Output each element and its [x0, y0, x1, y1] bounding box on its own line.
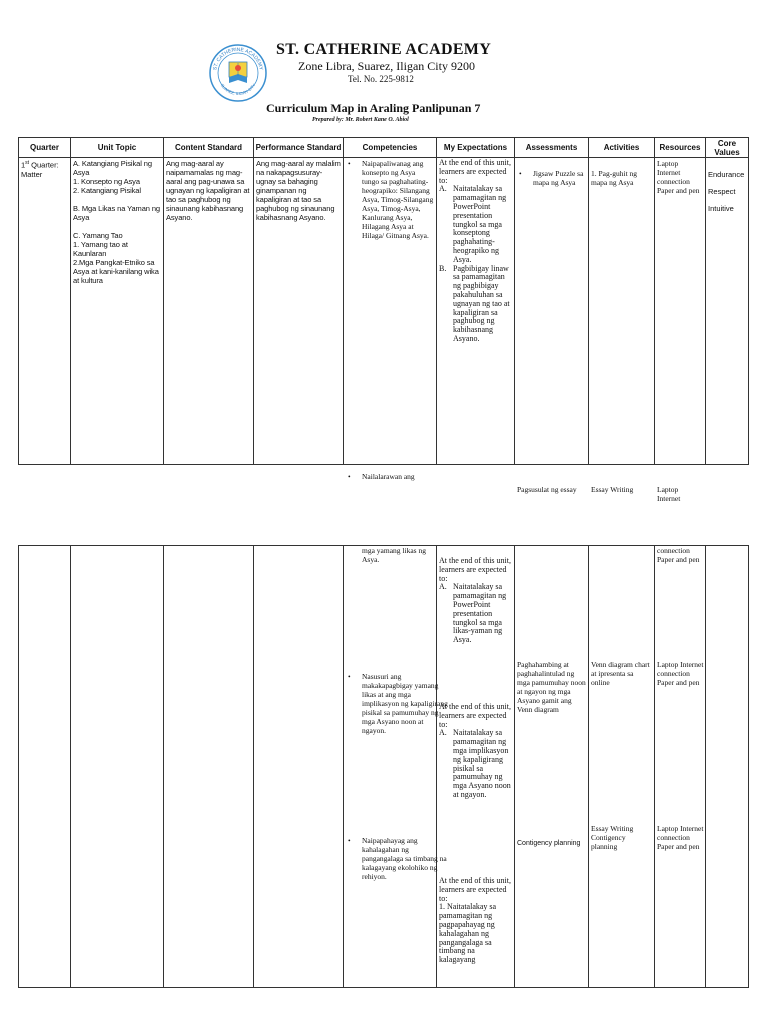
competency-item: • Nailalarawan ang: [348, 472, 415, 481]
prepared-by: Prepared by: Mr. Robert Kane O. Abiol: [312, 117, 409, 123]
assessment-text: Paghahambing at paghahalintulad ng mga pamumuhay noon at ngayon ng mga Asyano gamit ang Venn diagram: [517, 660, 586, 714]
school-name: ST. CATHERINE ACADEMY: [276, 41, 492, 58]
unit-topic-line: 2. Katangiang Pisikal: [73, 186, 141, 195]
competency-text: Nasusuri ang makakapagbigay yamang likas at ang mga implikasyon ng kapaligirang pisikal sa pamumuhay ng mga Asyano noon at ngayon.: [362, 672, 448, 735]
expectations-cell: [437, 546, 515, 988]
expectation-text: 1. Naitatalakay sa pamamagitan ng pagpapahayag ng kahalagahan ng pangangalaga sa timbang na kalagayang: [439, 902, 497, 965]
header-row: [19, 138, 749, 158]
expectations-intro: At the end of this unit, learners are expected to:: [439, 876, 511, 903]
resources-text: connection Paper and pen: [657, 546, 700, 564]
competency-text: mga yamang likas ng Asya.: [362, 546, 426, 564]
competency-item: • Nasusuri ang makakapagbigay yamang likas at ang mga implikasyon ng kapaligirang pisikal sa pamumuhay ng mga Asyano noon at ngayon.: [348, 672, 448, 735]
logo-text-top: ST. CATHERINE ACADEMY: [212, 46, 264, 71]
col-content-standard: Content Standard: [164, 138, 254, 158]
resources-text: Laptop Internet connection Paper and pen: [657, 159, 700, 195]
quarter-cell: [19, 546, 71, 988]
performance-standard-cell: [254, 546, 344, 988]
core-values-cell: [706, 546, 749, 988]
expectations-intro: At the end of this unit, learners are expected to:: [439, 556, 511, 583]
core-value: Intuitive: [708, 204, 734, 213]
col-activities: Activities: [589, 138, 655, 158]
expectations-cell: [437, 158, 515, 465]
unit-topic-cell: [71, 158, 164, 465]
curriculum-map-table-continued: [18, 545, 749, 988]
expectations-intro: At the end of this unit, learners are expected to:: [439, 158, 511, 185]
resources-text: Laptop Internet connection Paper and pen: [657, 660, 704, 687]
assessments-cell: [515, 158, 589, 494]
school-address: Zone Libra, Suarez, Iligan City 9200: [298, 59, 475, 73]
expectation-text: Naitatalakay sa pamamagitan ng mga implikasyon ng kapaligirang pisikal sa pamumuhay ng mga Asyano noon at ngayon.: [453, 728, 511, 799]
document-title: Curriculum Map in Araling Panlipunan 7: [266, 101, 481, 115]
col-core-values: Core Values: [706, 138, 749, 158]
expectations-block: [439, 877, 513, 965]
col-resources: Resources: [655, 138, 706, 158]
competencies-cell: [344, 546, 448, 988]
expectation-item: A. Naitatalakay sa pamamagitan ng PowerPoint presentation tungkol sa mga likas-yaman ng Asya.: [439, 582, 507, 645]
activity-text: Venn diagram chart at ipresenta sa online: [591, 660, 650, 687]
competency-text: Naipapaliwanag ang konsepto ng Asya tungo sa paghahating-heograpiko: Silangang Asya, Timog-Silangang Asya, Timog-Asya, Kanlurang Asya, Hilagang Asya at Hilaga/ Gitnang Asya.: [362, 159, 434, 240]
unit-topic-cell: [71, 546, 164, 988]
expectation-text: Naitatalakay sa pamamagitan ng PowerPoint presentation tungkol sa mga konseptong paghahating-heograpiko ng Asya.: [453, 184, 507, 264]
resources-cell: [655, 546, 706, 988]
expectation-text: Pagbibigay linaw sa pamamagitan ng pagbibigay pakahuluhan sa ugnayan ng tao at kapaligiran sa paghubog ng kabihasnang Asyano.: [453, 263, 510, 343]
expectation-item: A. Naitatalakay sa pamamagitan ng mga implikasyon ng kapaligirang pisikal sa pamumuhay ng mga Asyano noon at ngayon.: [439, 728, 511, 799]
performance-standard-cell: Ang mag-aaral ay malalim na nakapagsusuray-ugnay sa bahaging ginampanan ng kapaligiran at tao sa paghubog ng sinaunang kabihasnang Asyano.: [254, 158, 344, 465]
content-standard-cell: Ang mag-aaral ay naipamamalas ng mag-aaral ang pag-unawa sa ugnayan ng kapaligiran at tao sa paghubog ng sinaunang kabihasnang Asyano.: [164, 158, 254, 465]
col-my-expectations: My Expectations: [437, 138, 515, 158]
assessment-text: Pagsusulat ng essay: [517, 485, 577, 494]
col-assessments: Assessments: [515, 138, 589, 158]
activity-text: Essay Writing Contigency planning: [591, 824, 634, 851]
resources-text: Laptop Internet: [657, 485, 681, 503]
core-value: Respect: [708, 187, 736, 196]
resources-text: Laptop Internet connection Paper and pen: [657, 824, 704, 851]
col-quarter: Quarter: [19, 138, 71, 158]
logo-text-bottom: SUAREZ, ILIGAN CITY: [219, 82, 257, 97]
table-row: [19, 158, 749, 465]
expectations-block: [439, 557, 513, 645]
unit-topic-line: 1. Konsepto ng Asya: [73, 177, 140, 186]
unit-topic-line: 2.Mga Pangkat-Etniko sa Asya at kani-kanilang wika at kultura: [73, 258, 159, 285]
unit-topic-line: B. Mga Likas na Yaman ng Asya: [73, 204, 160, 222]
activity-text: Essay Writing: [591, 485, 634, 494]
col-performance-standard: Performance Standard: [254, 138, 344, 158]
quarter-suffix: st: [25, 160, 30, 166]
expectations-intro: At the end of this unit, learners are expected to:: [439, 702, 511, 729]
resources-cell: [655, 158, 706, 503]
expectation-item: B. Pagbibigay linaw sa pamamagitan ng pagbibigay pakahuluhan sa ugnayan ng tao at kapaligiran sa paghubog ng kabihasnang Asyano.: [439, 263, 510, 343]
telephone-number: Tel. No. 225-9812: [348, 74, 414, 84]
activities-cell: [589, 158, 655, 494]
unit-topic-line: 1. Yamang tao at Kaunlaran: [73, 240, 128, 258]
assessment-item: • Jigsaw Puzzle sa mapa ng Asya: [519, 169, 584, 187]
core-value: Endurance: [708, 170, 745, 179]
competency-item: • Naipapaliwanag ang konsepto ng Asya tungo sa paghahating-heograpiko: Silangang Asya, Timog-Silangang Asya, Timog-Asya, Kanlurang Asya, Hilagang Asya at Hilaga/ Gitnang Asya.: [348, 159, 434, 240]
competency-text: Nailalarawan ang: [362, 472, 415, 481]
competency-text: Naipapahayag ang kahalagahan ng pangangalaga sa timbang na kalagayang ekolohiko ng rehiyon.: [362, 836, 447, 881]
unit-topic-line: A. Katangiang Pisikal ng Asya: [73, 159, 152, 177]
expectation-text: Naitatalakay sa pamamagitan ng PowerPoint presentation tungkol sa mga likas-yaman ng Asya.: [453, 582, 507, 645]
activities-cell: [589, 546, 655, 988]
activity-text: 1. Pag-guhit ng mapa ng Asya: [591, 169, 638, 187]
competencies-cell: [344, 158, 437, 481]
col-unit-topic: Unit Topic: [71, 138, 164, 158]
quarter-cell: [19, 158, 71, 465]
assessments-cell: [515, 546, 589, 988]
expectations-block: [439, 703, 513, 800]
assessment-text: Contigency planning: [517, 840, 581, 847]
expectation-item: A. Naitatalakay sa pamamagitan ng PowerPoint presentation tungkol sa mga konseptong paghahating-heograpiko ng Asya.: [439, 184, 507, 264]
col-competencies: Competencies: [344, 138, 437, 158]
assessment-text: Jigsaw Puzzle sa mapa ng Asya: [533, 169, 584, 187]
quarter-number: 1: [21, 160, 26, 170]
core-values-cell: [706, 158, 749, 465]
curriculum-map-table: [18, 137, 749, 503]
quarter-label: Quarter: Matter: [21, 160, 59, 179]
school-logo: [208, 43, 268, 103]
table-row: [19, 546, 749, 988]
unit-topic-line: C. Yamang Tao: [73, 231, 123, 240]
competency-item: • Naipapahayag ang kahalagahan ng pangangalaga sa timbang na kalagayang ekolohiko ng rehiyon.: [348, 836, 447, 881]
content-standard-cell: [164, 546, 254, 988]
